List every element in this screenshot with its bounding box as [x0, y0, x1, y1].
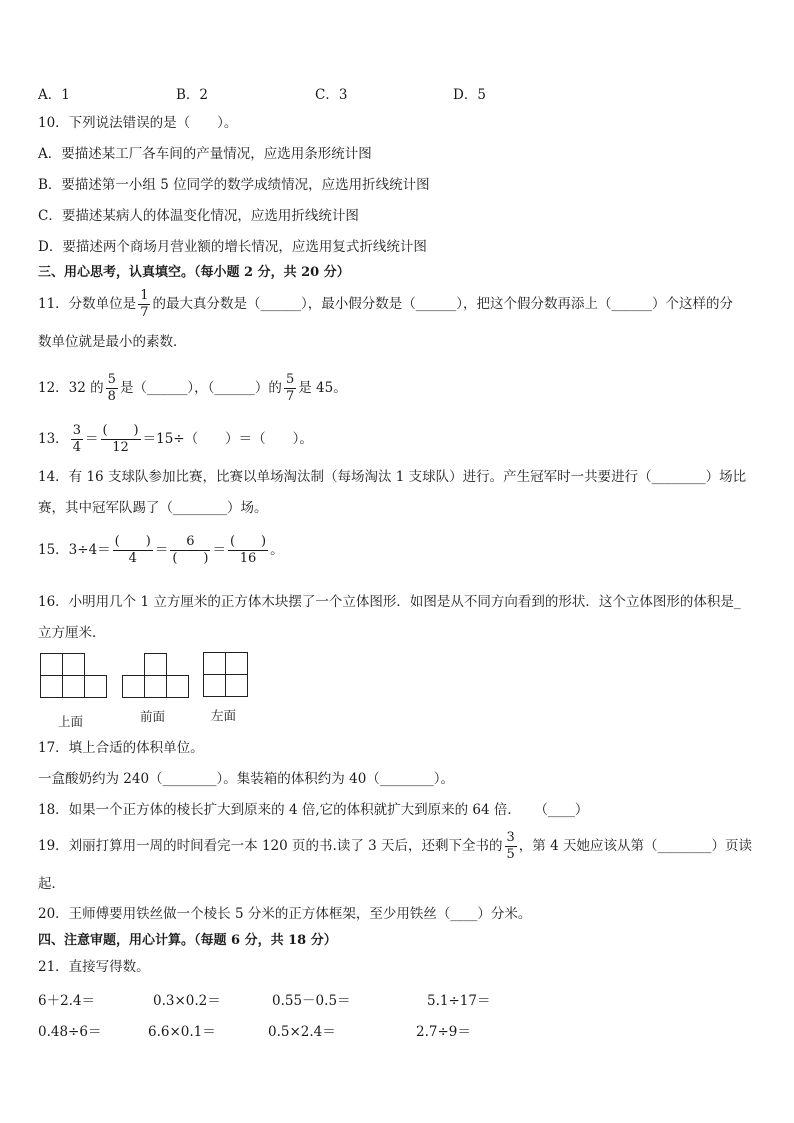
q9-option-d: D．5: [453, 87, 486, 103]
q11-fraction: [138, 288, 150, 321]
top-view-label: 上面: [58, 714, 84, 729]
q9-option-c: C．3: [315, 87, 348, 103]
q15-equals-2: ＝: [212, 542, 226, 558]
left-view-cell: [225, 652, 248, 675]
q14-line1: 14．有 16 支球队参加比赛，比赛以单场淘汰制（每场淘汰 1 支球队）进行。产生冠军时一共要进行（________）场比: [38, 469, 747, 485]
section-3-heading: 三、用心思考，认真填空。（每小题 2 分，共 20 分）: [38, 265, 350, 280]
q15-equals-1: ＝: [154, 542, 169, 558]
q12-text-a: 12．32 的: [38, 380, 104, 396]
q14-line2: 赛，其中冠军队踢了（________）场。: [38, 500, 268, 516]
left-view-cell: [203, 674, 226, 697]
q19-line1: [38, 830, 752, 863]
left-view-cell: [203, 652, 226, 675]
q15-line: [38, 534, 284, 567]
front-view-cell: [122, 675, 145, 698]
front-view-label: 前面: [140, 709, 166, 724]
q17-line1: 17．填上合适的体积单位。: [38, 740, 204, 756]
q19-frac-den: 5: [506, 847, 515, 862]
q12-line: [38, 372, 347, 405]
q13-fraction-2: [100, 423, 140, 456]
top-view-cell: [84, 675, 107, 698]
calc-item: 0.3×0.2＝: [153, 993, 221, 1009]
q19-line2: 起．: [38, 876, 65, 892]
q21-stem: 21．直接写得数。: [38, 959, 150, 975]
q11-line1: [38, 288, 733, 321]
front-view-cell: [144, 675, 167, 698]
q18-line: 18．如果一个正方体的棱长扩大到原来的 4 倍,它的体积就扩大到原来的 64 倍． （____）: [38, 802, 589, 818]
q15-frac1-num: ( ): [114, 534, 151, 549]
q10-stem: 10．下列说法错误的是（ ）。: [38, 115, 238, 131]
calc-item: 2.7÷9＝: [416, 1024, 471, 1040]
q11-frac-num: 1: [140, 288, 149, 303]
q11-text-before: 11．分数单位是: [38, 296, 137, 312]
top-view-cell: [40, 675, 63, 698]
top-view-cell: [62, 653, 85, 676]
q15-frac2-num: 6: [186, 534, 195, 549]
q15-frac3-num: ( ): [229, 534, 267, 549]
q12-fraction-2: [284, 372, 296, 405]
calc-item: 5.1÷17＝: [427, 993, 491, 1009]
calc-item: 0.48÷6＝: [38, 1024, 102, 1040]
q16-line1: 16．小明用几个 1 立方厘米的正方体木块摆了一个立体图形．如图是从不同方向看到的形状．这个立体图形的体积是_: [38, 594, 741, 610]
calc-item: 6.6×0.1＝: [148, 1024, 216, 1040]
q13-frac2-num: ( ): [102, 423, 139, 438]
q20-line: 20．王师傅要用铁丝做一个棱长 5 分米的正方体框架，至少用铁丝（____）分米。: [38, 906, 532, 922]
q13-equals: ＝: [84, 431, 99, 447]
q19-fraction: [505, 830, 517, 863]
q12-frac1-num: 5: [107, 372, 116, 387]
q13-text-rest: ＝15÷（ ）＝（ ）。: [142, 431, 313, 447]
front-view-cell: [166, 675, 189, 698]
q9-option-a: A．1: [38, 87, 70, 103]
q15-fraction-3: [228, 534, 268, 567]
section-4-heading: 四、注意审题，用心计算。（每题 6 分，共 18 分）: [38, 933, 337, 948]
q17-line2: 一盒酸奶约为 240（________）。集装箱的体积约为 40（________）。: [38, 771, 455, 787]
q15-frac2-den: ( ): [172, 551, 209, 566]
top-view-cell: [40, 653, 63, 676]
top-view-cell: [62, 675, 85, 698]
q15-end: 。: [270, 542, 284, 558]
q13-frac2-den: 12: [101, 439, 141, 456]
q11-line2: 数单位就是最小的素数．: [38, 334, 187, 350]
q10-option-a: A．要描述某工厂各车间的产量情况，应选用条形统计图: [38, 146, 372, 162]
q12-frac2-den: 7: [285, 389, 295, 404]
q9-option-b: B．2: [176, 87, 209, 103]
q19-text-a: 19．刘丽打算用一周的时间看完一本 120 页的书.读了 3 天后，还剩下全书的: [38, 838, 503, 854]
q19-text-b: ，第 4 天她应该从第（________）页读: [518, 838, 752, 854]
q12-text-c: 是 45。: [298, 380, 347, 396]
q15-text-a: 15．3÷4＝: [38, 542, 111, 558]
q15-frac3-den: 16: [228, 550, 268, 567]
calc-item: 0.55－0.5＝: [272, 993, 351, 1009]
q15-fraction-1: [113, 534, 153, 567]
q16-three-views-figure: [38, 650, 268, 730]
q13-frac1-num: 3: [72, 423, 81, 438]
q13-line: [38, 423, 313, 456]
q12-text-b: 是（______），（______）的: [119, 380, 282, 396]
left-view-label: 左面: [211, 708, 237, 723]
calc-item: 0.5×2.4＝: [268, 1024, 336, 1040]
q13-fraction-1: [71, 423, 83, 456]
calc-item: 6＋2.4＝: [38, 993, 96, 1009]
q15-frac1-den: 4: [113, 550, 153, 567]
q15-fraction-2: [170, 534, 210, 567]
q10-option-d: D．要描述两个商场月营业额的增长情况，应选用复式折线统计图: [38, 239, 427, 255]
q13-frac1-den: 4: [72, 440, 81, 455]
q12-frac1-den: 8: [107, 389, 116, 404]
q12-fraction-1: [106, 372, 118, 405]
q13-text-a: 13．: [38, 431, 69, 447]
q16-line2: 立方厘米．: [38, 625, 106, 641]
q10-option-b: B．要描述第一小组 5 位同学的数学成绩情况，应选用折线统计图: [38, 177, 430, 193]
q12-frac2-num: 5: [285, 372, 295, 387]
q11-frac-den: 7: [140, 305, 149, 320]
q19-frac-num: 3: [506, 830, 515, 845]
front-view-cell: [144, 653, 167, 676]
q11-text-after: 的最大真分数是（______），最小假分数是（______），把这个假分数再添上（______）个这样的分: [152, 296, 733, 312]
q10-option-c: C．要描述某病人的体温变化情况，应选用折线统计图: [38, 208, 359, 224]
left-view-cell: [225, 674, 248, 697]
